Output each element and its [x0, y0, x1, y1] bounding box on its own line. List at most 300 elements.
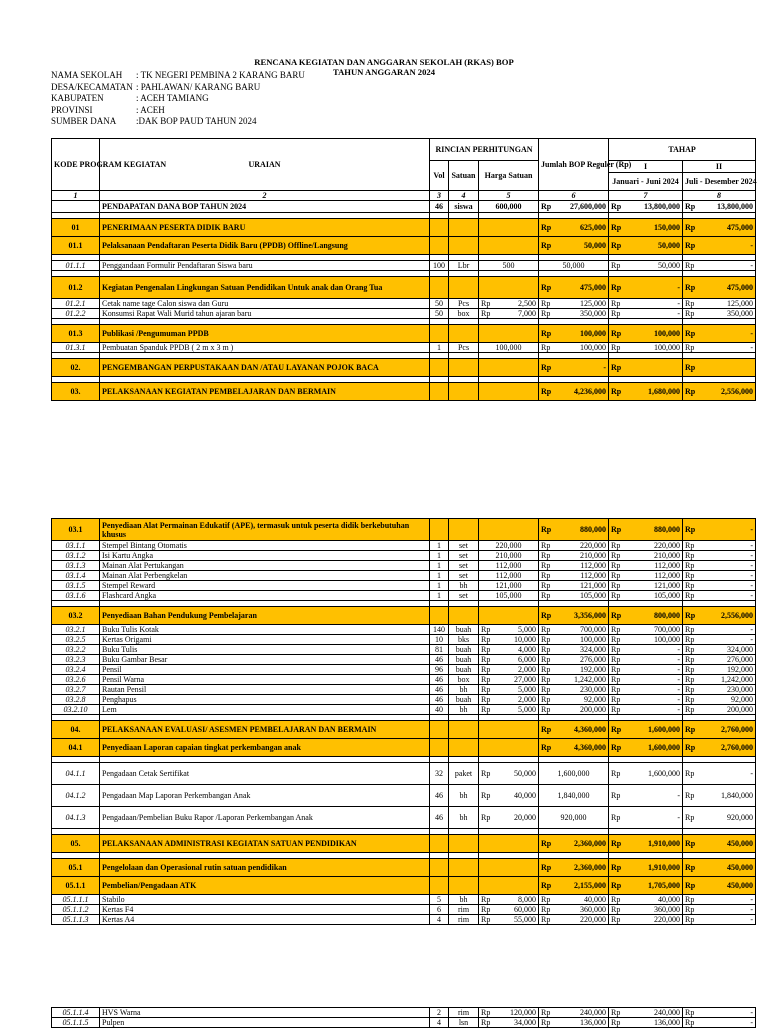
satuan-cell [449, 383, 479, 401]
satuan-cell: bh [449, 705, 479, 715]
currency-label: Rp [685, 571, 695, 580]
amount: 40,000 [584, 895, 606, 904]
currency-label: Rp [481, 645, 491, 654]
jumlah-cell [539, 309, 609, 319]
amount: 27,000 [514, 675, 536, 684]
amount: 2,000 [518, 665, 536, 674]
amount: 192,000 [580, 665, 606, 674]
currency-label: Rp [481, 685, 491, 694]
budget-item-row [52, 309, 756, 319]
vol-cell [430, 237, 449, 255]
harga-cell [479, 1018, 539, 1028]
amount: 475,000 [727, 283, 754, 292]
jumlah-cell [539, 343, 609, 353]
uraian-cell: Stempel Reward [100, 581, 430, 591]
currency-label: Rp [541, 863, 552, 872]
uraian-cell: PELAKSANAAN KEGIATAN PEMBELAJARAN DAN BERMAIN [100, 383, 430, 401]
satuan-cell: Pcs [449, 299, 479, 309]
tahap-2-cell [683, 383, 756, 401]
harga-cell: 112,000 [479, 571, 539, 581]
tahap-1-cell [609, 519, 683, 541]
header-rincian: RINCIAN PERHITUNGAN [430, 139, 539, 161]
satuan-cell: set [449, 541, 479, 551]
header-tahap-2: II [683, 161, 756, 173]
tahap-1-cell [609, 905, 683, 915]
vol-cell: 46 [430, 695, 449, 705]
satuan-cell [449, 721, 479, 739]
currency-label: Rp [481, 905, 491, 914]
header-uraian: URAIAN [100, 139, 430, 191]
amount: 50,000 [584, 241, 607, 250]
amount: 220,000 [580, 541, 606, 550]
tahap-2-cell [683, 665, 756, 675]
currency-label: Rp [541, 725, 552, 734]
budget-item-row [52, 807, 756, 829]
currency-label: Rp [481, 309, 491, 318]
vol-cell: 46 [430, 685, 449, 695]
currency-label: Rp [611, 625, 621, 634]
amount: 2,360,000 [574, 839, 606, 848]
satuan-cell [449, 607, 479, 625]
tahap-2-cell [683, 645, 756, 655]
jumlah-cell [539, 551, 609, 561]
amount: 100,000 [580, 635, 606, 644]
amount: - [677, 309, 681, 318]
currency-label: Rp [685, 363, 696, 372]
amount: 1,242,000 [574, 675, 606, 684]
currency-label: Rp [541, 895, 551, 904]
kode-cell: 01.2.2 [52, 309, 100, 319]
budget-item-row [52, 591, 756, 601]
header-tahap-1: I [609, 161, 683, 173]
vol-cell: 46 [430, 675, 449, 685]
budget-section-row [52, 607, 756, 625]
kode-cell [52, 201, 100, 213]
kode-cell: 03.2 [52, 607, 100, 625]
currency-label: Rp [685, 283, 696, 292]
amount: 475,000 [580, 283, 607, 292]
vol-cell: 32 [430, 763, 449, 785]
tahap-1-cell [609, 895, 683, 905]
currency-label: Rp [685, 895, 695, 904]
jumlah-cell [539, 325, 609, 343]
satuan-cell [449, 877, 479, 895]
kode-cell: 01.2 [52, 277, 100, 299]
budget-section-row [52, 739, 756, 757]
harga-cell: 210,000 [479, 551, 539, 561]
amount: - [750, 625, 753, 634]
currency-label: Rp [541, 839, 552, 848]
tahap-2-cell [683, 739, 756, 757]
harga-cell [479, 785, 539, 807]
currency-label: Rp [541, 881, 552, 890]
currency-label: Rp [611, 685, 621, 694]
vol-cell: 1 [430, 571, 449, 581]
amount: 230,000 [727, 685, 753, 694]
currency-label: Rp [611, 769, 621, 778]
uraian-cell: Mainan Alat Perbengkelan [100, 571, 430, 581]
vol-cell: 1 [430, 561, 449, 571]
kode-cell: 03.2.3 [52, 655, 100, 665]
budget-item-row [52, 645, 756, 655]
tahap-1-cell [609, 309, 683, 319]
currency-label: Rp [685, 591, 695, 600]
amount: 700,000 [654, 625, 680, 634]
vol-cell: 5 [430, 895, 449, 905]
currency-label: Rp [541, 695, 551, 704]
jumlah-cell [539, 561, 609, 571]
amount: 2,500 [518, 299, 537, 308]
jumlah-cell [539, 607, 609, 625]
currency-label: Rp [541, 363, 552, 372]
satuan-cell [449, 219, 479, 237]
satuan-cell: Pcs [449, 343, 479, 353]
currency-label: Rp [481, 705, 491, 714]
currency-label: Rp [541, 343, 551, 352]
vol-cell [430, 383, 449, 401]
tahap-1-cell [609, 219, 683, 237]
harga-cell [479, 705, 539, 715]
amount: 2,556,000 [721, 387, 754, 396]
uraian-cell: Kertas A4 [100, 915, 430, 925]
currency-label: Rp [541, 387, 552, 396]
school-info [51, 70, 305, 128]
rkas-table-part-2 [51, 518, 756, 925]
tahap-1-cell [609, 383, 683, 401]
satuan-cell: buah [449, 665, 479, 675]
currency-label: Rp [611, 725, 622, 734]
satuan-cell: bks [449, 635, 479, 645]
amount: 1,600,000 [648, 743, 680, 752]
info-row [51, 70, 305, 82]
amount: - [677, 813, 680, 822]
tahap-2-cell [683, 835, 756, 853]
kode-cell: 03.2.8 [52, 695, 100, 705]
currency-label: Rp [611, 665, 621, 674]
currency-label: Rp [541, 655, 551, 664]
currency-label: Rp [481, 1018, 491, 1027]
amount: 450,000 [727, 881, 753, 890]
tahap-1-cell [609, 1018, 683, 1028]
amount: - [677, 655, 680, 664]
info-label: PROVINSI [51, 104, 93, 115]
currency-label: Rp [611, 261, 621, 270]
budget-item-row [52, 625, 756, 635]
harga-cell: 112,000 [479, 561, 539, 571]
uraian-cell: Pembelian/Pengadaan ATK [100, 877, 430, 895]
uraian-cell: Flashcard Angka [100, 591, 430, 601]
harga-cell: 121,000 [479, 581, 539, 591]
amount: 100,000 [654, 329, 681, 338]
currency-label: Rp [611, 299, 621, 308]
kode-cell: 01.2.1 [52, 299, 100, 309]
amount: 450,000 [727, 839, 753, 848]
amount: - [750, 261, 754, 270]
column-number: 7 [609, 191, 683, 201]
kode-cell: 03.2.1 [52, 625, 100, 635]
jumlah-cell [539, 859, 609, 877]
satuan-cell: buah [449, 625, 479, 635]
kode-cell: 05.1.1.2 [52, 905, 100, 915]
column-number-row [52, 191, 756, 201]
vol-cell: 10 [430, 635, 449, 645]
satuan-cell [449, 739, 479, 757]
uraian-cell: Mainan Alat Pertukangan [100, 561, 430, 571]
currency-label: Rp [685, 705, 695, 714]
kode-cell: 04. [52, 721, 100, 739]
tahap-2-cell [683, 905, 756, 915]
tahap-1-cell [609, 739, 683, 757]
currency-label: Rp [685, 915, 695, 924]
kode-cell: 02. [52, 359, 100, 377]
vol-cell: 46 [430, 807, 449, 829]
header-tahap-2-period: Juli - Desember 2024 [683, 173, 756, 191]
currency-label: Rp [541, 665, 551, 674]
kode-cell: 04.1.1 [52, 763, 100, 785]
kode-cell: 01.3.1 [52, 343, 100, 353]
tahap-1-cell [609, 655, 683, 665]
tahap-2-cell [683, 763, 756, 785]
jumlah-cell [539, 721, 609, 739]
harga-cell [479, 915, 539, 925]
tahap-1-cell [609, 675, 683, 685]
kode-cell: 03.1.2 [52, 551, 100, 561]
jumlah-cell [539, 635, 609, 645]
column-number: 2 [100, 191, 430, 201]
harga-cell [479, 277, 539, 299]
info-value: : ACEH [136, 104, 165, 115]
amount: 136,000 [580, 1018, 606, 1027]
vol-cell: 46 [430, 785, 449, 807]
tahap-2-cell [683, 807, 756, 829]
amount: 121,000 [654, 581, 680, 590]
tahap-2-cell [683, 551, 756, 561]
harga-cell [479, 309, 539, 319]
satuan-cell [449, 359, 479, 377]
amount: 5,000 [518, 705, 536, 714]
tahap-1-cell [609, 237, 683, 255]
amount: 40,000 [514, 791, 536, 800]
amount: 920,000 [727, 813, 753, 822]
tahap-1-cell [609, 325, 683, 343]
uraian-cell: PELAKSANAAN EVALUASI/ ASESMEN PEMBELAJARAN DAN BERMAIN [100, 721, 430, 739]
budget-section-row [52, 325, 756, 343]
kode-cell: 01.3 [52, 325, 100, 343]
amount: 10,000 [514, 635, 536, 644]
currency-label: Rp [611, 241, 622, 250]
currency-label: Rp [685, 813, 695, 822]
budget-item-row [52, 763, 756, 785]
tahap-2-cell [683, 277, 756, 299]
jumlah-cell [539, 1008, 609, 1018]
amount: 2,155,000 [574, 881, 606, 890]
tahap-2-cell [683, 721, 756, 739]
tahap-2-cell [683, 785, 756, 807]
currency-label: Rp [611, 581, 621, 590]
currency-label: Rp [685, 1018, 695, 1027]
amount: - [750, 241, 754, 250]
amount: - [750, 551, 753, 560]
satuan-cell: set [449, 571, 479, 581]
tahap-1-cell [609, 299, 683, 309]
currency-label: Rp [611, 915, 621, 924]
amount: - [603, 363, 607, 372]
amount: 6,000 [518, 655, 536, 664]
info-row [51, 93, 305, 105]
uraian-cell: Publikasi /Pengumuman PPDB [100, 325, 430, 343]
amount: 4,000 [518, 645, 536, 654]
vol-cell [430, 859, 449, 877]
amount: 3,356,000 [574, 611, 606, 620]
satuan-cell: Lbr [449, 261, 479, 271]
kode-cell: 03.1.6 [52, 591, 100, 601]
jumlah-cell [539, 591, 609, 601]
harga-cell [479, 299, 539, 309]
kode-cell: 05.1.1.3 [52, 915, 100, 925]
currency-label: Rp [685, 223, 696, 232]
currency-label: Rp [541, 581, 551, 590]
currency-label: Rp [541, 309, 551, 318]
budget-section-row [52, 859, 756, 877]
uraian-cell: Pengadaan Cetak Sertifikat [100, 763, 430, 785]
amount: 360,000 [654, 905, 680, 914]
uraian-cell: Pembuatan Spanduk PPDB ( 2 m x 3 m ) [100, 343, 430, 353]
jumlah-cell [539, 201, 609, 213]
budget-item-row [52, 655, 756, 665]
harga-cell [479, 721, 539, 739]
uraian-cell: Cetak name tage Calon siswa dan Guru [100, 299, 430, 309]
budget-section-row [52, 237, 756, 255]
vol-cell: 140 [430, 625, 449, 635]
currency-label: Rp [685, 611, 696, 620]
uraian-cell: Pensil Warna [100, 675, 430, 685]
satuan-cell: bh [449, 807, 479, 829]
tahap-1-cell [609, 721, 683, 739]
jumlah-cell [539, 675, 609, 685]
budget-section-row [52, 519, 756, 541]
currency-label: Rp [685, 309, 695, 318]
amount: 125,000 [727, 299, 754, 308]
amount: - [677, 791, 680, 800]
kode-cell: 03.2.4 [52, 665, 100, 675]
satuan-cell: rim [449, 1008, 479, 1018]
column-number: 5 [479, 191, 539, 201]
tahap-1-cell [609, 551, 683, 561]
budget-item-row [52, 299, 756, 309]
currency-label: Rp [541, 571, 551, 580]
currency-label: Rp [541, 561, 551, 570]
amount: 112,000 [654, 571, 680, 580]
uraian-cell: Kertas F4 [100, 905, 430, 915]
currency-label: Rp [541, 283, 552, 292]
vol-cell: 1 [430, 551, 449, 561]
jumlah-cell [539, 915, 609, 925]
amount: 1,705,000 [648, 881, 680, 890]
info-row [51, 82, 305, 94]
vol-cell [430, 325, 449, 343]
currency-label: Rp [611, 329, 622, 338]
column-number: 4 [449, 191, 479, 201]
amount: 230,000 [580, 685, 606, 694]
header-tahap: TAHAP [609, 139, 756, 161]
kode-cell: 01.1 [52, 237, 100, 255]
info-label: DESA/KECAMATAN [51, 81, 133, 92]
rkas-table-part-3 [51, 1007, 756, 1028]
kode-cell: 05.1.1.1 [52, 895, 100, 905]
currency-label: Rp [685, 625, 695, 634]
currency-label: Rp [611, 343, 621, 352]
amount: 20,000 [514, 813, 536, 822]
tahap-2-cell [683, 1008, 756, 1018]
tahap-1-cell [609, 695, 683, 705]
budget-item-row [52, 895, 756, 905]
currency-label: Rp [481, 299, 491, 308]
amount: 4,236,000 [574, 387, 607, 396]
amount: 2,760,000 [721, 725, 753, 734]
satuan-cell: lsn [449, 1018, 479, 1028]
currency-label: Rp [611, 1018, 621, 1027]
harga-cell: 100,000 [479, 343, 539, 353]
currency-label: Rp [685, 665, 695, 674]
kode-cell: 03.2.7 [52, 685, 100, 695]
harga-cell [479, 675, 539, 685]
tahap-1-cell [609, 785, 683, 807]
tahap-2-cell [683, 219, 756, 237]
vol-cell [430, 277, 449, 299]
tahap-1-cell [609, 635, 683, 645]
currency-label: Rp [685, 551, 695, 560]
amount: 700,000 [580, 625, 606, 634]
currency-label: Rp [685, 241, 696, 250]
uraian-cell: Buku Tulis [100, 645, 430, 655]
budget-item-row [52, 905, 756, 915]
tahap-2-cell [683, 519, 756, 541]
amount: - [677, 695, 680, 704]
tahap-2-cell [683, 201, 756, 213]
vol-cell: 1 [430, 581, 449, 591]
tahap-2-cell [683, 685, 756, 695]
amount: - [750, 525, 753, 534]
currency-label: Rp [685, 261, 695, 270]
tahap-1-cell [609, 915, 683, 925]
kode-cell: 03.2.6 [52, 675, 100, 685]
amount: - [750, 1008, 753, 1017]
kode-cell: 03.1.3 [52, 561, 100, 571]
currency-label: Rp [611, 571, 621, 580]
tahap-1-cell [609, 835, 683, 853]
currency-label: Rp [611, 591, 621, 600]
tahap-1-cell [609, 807, 683, 829]
currency-label: Rp [611, 895, 621, 904]
tahap-2-cell [683, 655, 756, 665]
amount: 220,000 [654, 915, 680, 924]
harga-cell: 105,000 [479, 591, 539, 601]
budget-item-row [52, 561, 756, 571]
amount: 220,000 [654, 541, 680, 550]
kode-cell: 03.1.1 [52, 541, 100, 551]
kode-cell: 03.2.5 [52, 635, 100, 645]
currency-label: Rp [685, 645, 695, 654]
budget-section-row [52, 219, 756, 237]
currency-label: Rp [685, 299, 695, 308]
currency-label: Rp [481, 1008, 491, 1017]
tahap-1-cell [609, 645, 683, 655]
jumlah-cell [539, 739, 609, 757]
satuan-cell: bh [449, 685, 479, 695]
uraian-cell: Buku Gambar Besar [100, 655, 430, 665]
jumlah-cell [539, 277, 609, 299]
currency-label: Rp [611, 525, 622, 534]
